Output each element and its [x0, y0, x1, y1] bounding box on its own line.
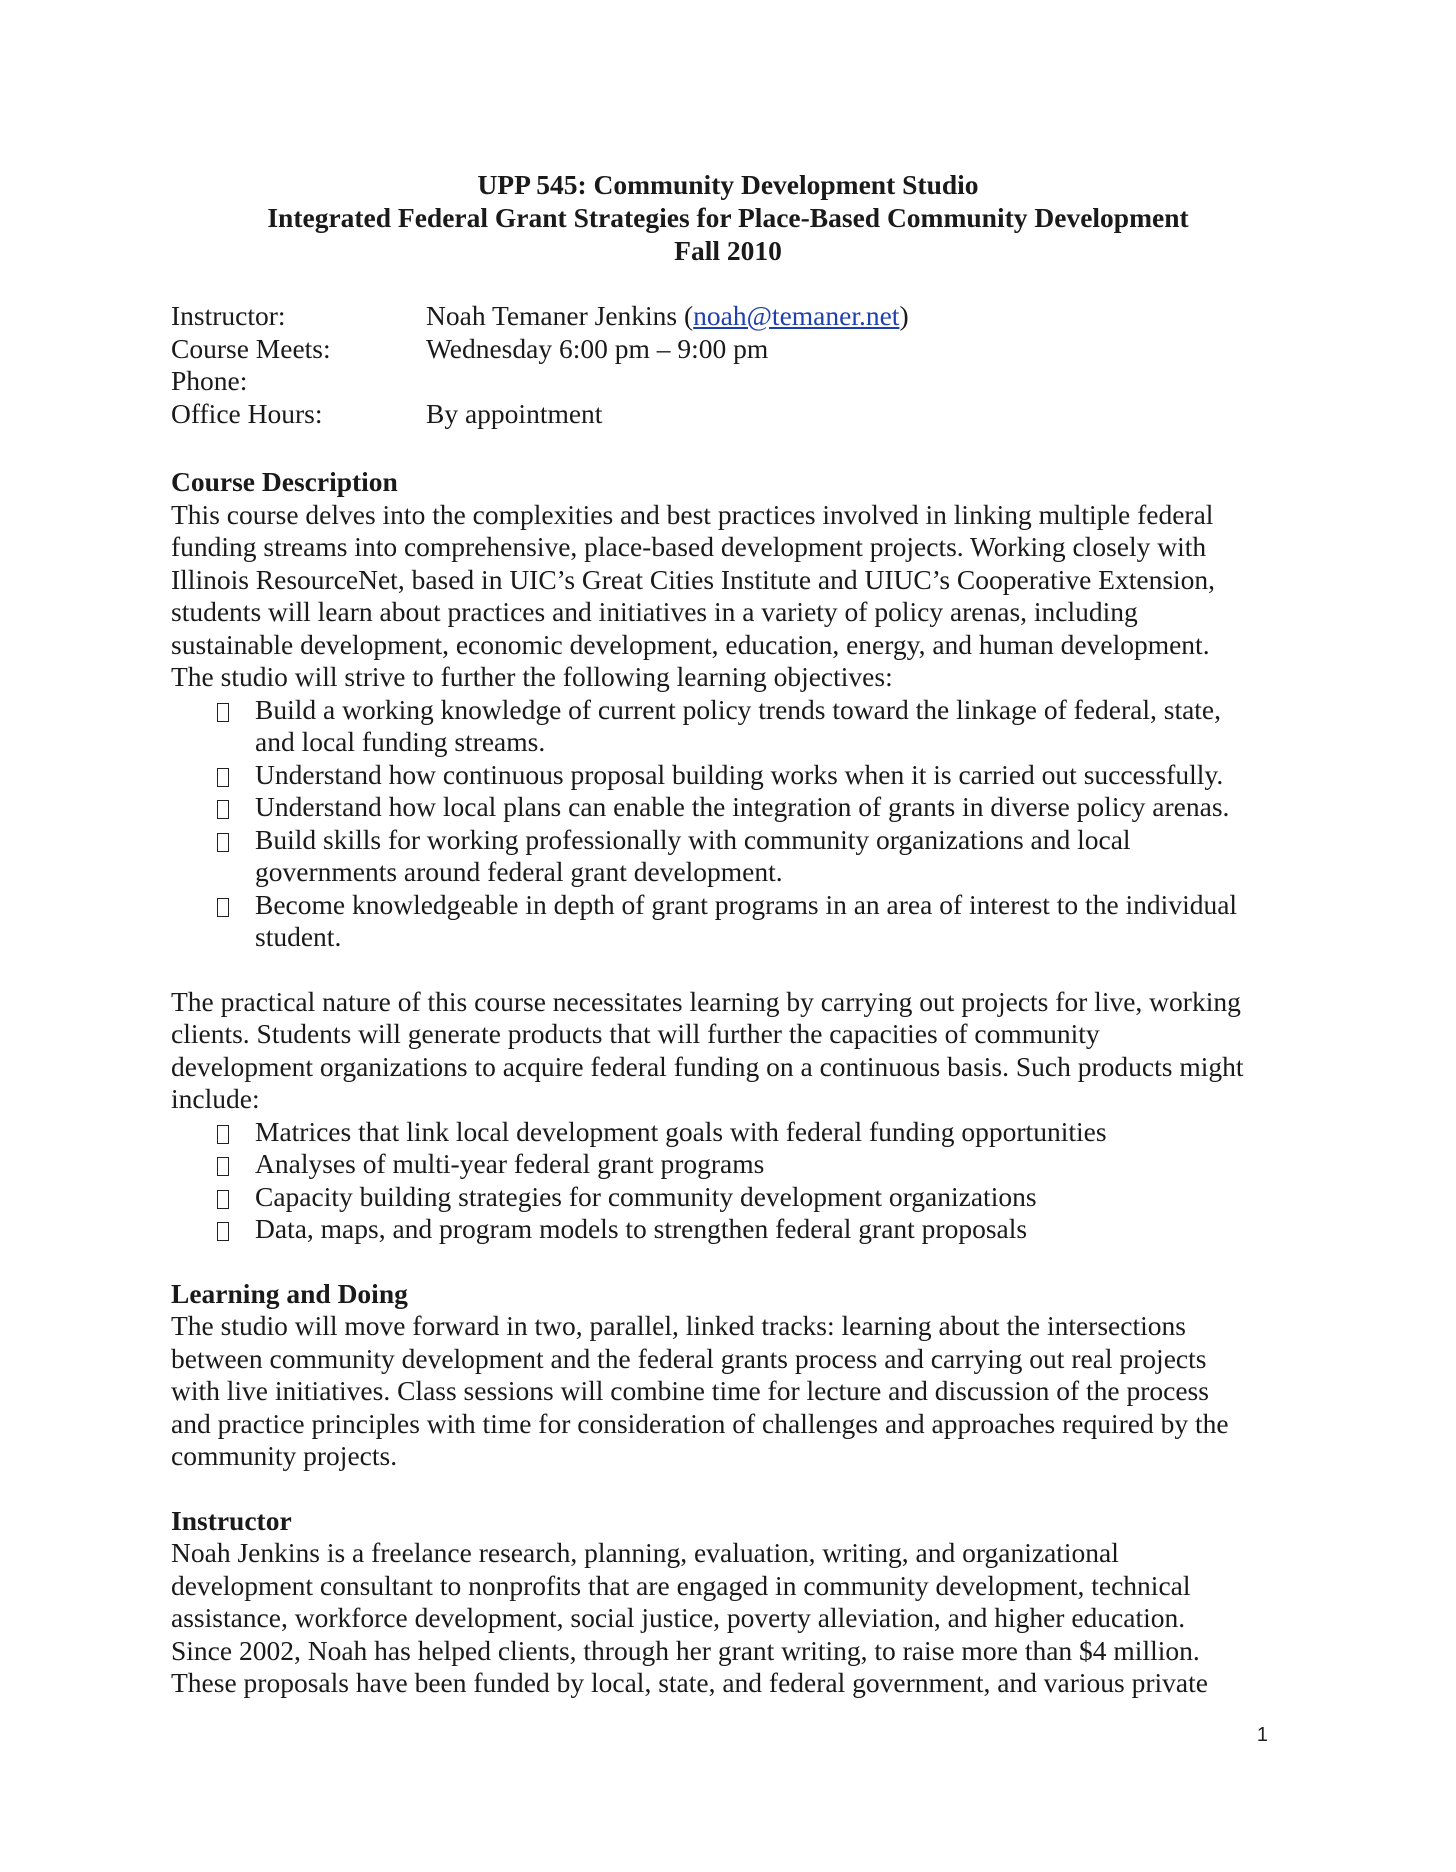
- info-row-phone: [171, 365, 909, 398]
- section-heading-course-description: Course Description: [171, 466, 398, 497]
- list-item: [171, 759, 1311, 792]
- list-item: [171, 791, 1311, 824]
- text-line: with live initiatives. Class sessions will combine time for lecture and discussion of the process: [171, 1375, 1209, 1406]
- info-row-office-hours: [171, 398, 909, 431]
- learning-and-doing-paragraph: [171, 1310, 1311, 1473]
- bullet-box-icon: [217, 898, 229, 917]
- instructor-name: Noah Temaner Jenkins (: [426, 300, 694, 331]
- spacer: [171, 1473, 1311, 1505]
- text-line: funding streams into comprehensive, place-based development projects. Working closely with: [171, 531, 1207, 562]
- text-line: Noah Jenkins is a freelance research, planning, evaluation, writing, and organizational: [171, 1537, 1119, 1568]
- bullet-box-icon: [217, 703, 229, 722]
- text-line: students will learn about practices and initiatives in a variety of policy arenas, including: [171, 596, 1138, 627]
- text-line: The studio will strive to further the following learning objectives:: [171, 661, 893, 692]
- text-line: These proposals have been funded by local, state, and federal government, and various private: [171, 1667, 1208, 1698]
- text-line: governments around federal grant development.: [255, 856, 783, 887]
- closing-paren: ): [899, 300, 909, 331]
- info-label: Instructor:: [171, 300, 286, 331]
- text-line: Build skills for working professionally with community organizations and local: [255, 823, 1131, 855]
- practical-nature-paragraph: [171, 986, 1311, 1116]
- bullet-box-icon: [217, 1190, 229, 1209]
- list-item: [171, 1148, 1311, 1181]
- course-description-paragraph: [171, 499, 1311, 694]
- learning-objectives-list: [171, 694, 1311, 954]
- course-subtitle: Integrated Federal Grant Strategies for Place-Based Community Development: [267, 202, 1189, 233]
- text-line: Become knowledgeable in depth of grant programs in an area of interest to the individual: [255, 888, 1238, 920]
- text-line: between community development and the federal grants process and carrying out real projects: [171, 1342, 1207, 1374]
- list-item: [171, 889, 1311, 954]
- text-line: community projects.: [171, 1440, 398, 1471]
- instructor-paragraph: [171, 1537, 1311, 1700]
- text-line: and practice principles with time for consideration of challenges and approaches required by the: [171, 1407, 1229, 1439]
- list-item: [171, 694, 1311, 759]
- text-line: Analyses of multi-year federal grant programs: [255, 1148, 765, 1179]
- list-item: [171, 824, 1311, 889]
- text-line: Data, maps, and program models to strengthen federal grant proposals: [255, 1213, 1028, 1244]
- bullet-box-icon: [217, 800, 229, 819]
- list-item: [171, 1181, 1311, 1214]
- list-item: [171, 1116, 1311, 1149]
- text-line: clients. Students will generate products that will further the capacities of community: [171, 1018, 1100, 1049]
- text-line: development organizations to acquire federal funding on a continuous basis. Such products might: [171, 1050, 1244, 1082]
- text-line: Capacity building strategies for community development organizations: [255, 1180, 1037, 1212]
- info-row-instructor: [171, 300, 909, 333]
- bullet-box-icon: [217, 768, 229, 787]
- bullet-box-icon: [217, 833, 229, 852]
- products-list: [171, 1116, 1311, 1246]
- info-row-course-meets: [171, 333, 909, 366]
- text-line: student.: [255, 921, 342, 952]
- text-line: Build a working knowledge of current policy trends toward the linkage of federal, state,: [255, 693, 1222, 725]
- text-line: Matrices that link local development goals with federal funding opportunities: [255, 1115, 1107, 1147]
- info-label: Phone:: [171, 365, 248, 396]
- text-line: Illinois ResourceNet, based in UIC’s Great Cities Institute and UIUC’s Cooperative Extension,: [171, 563, 1216, 595]
- text-line: Since 2002, Noah has helped clients, through her grant writing, to raise more than $4 million.: [171, 1634, 1200, 1666]
- document-body: [171, 466, 1311, 1700]
- instructor-email-link[interactable]: noah@temaner.net: [693, 300, 900, 331]
- info-label: Office Hours:: [171, 397, 323, 429]
- text-line: Understand how continuous proposal building works when it is carried out successfully.: [255, 758, 1224, 790]
- text-line: This course delves into the complexities and best practices involved in linking multiple federal: [171, 498, 1214, 530]
- info-value: [426, 300, 909, 333]
- text-line: sustainable development, economic development, education, energy, and human development.: [171, 628, 1210, 660]
- spacer: [171, 954, 1311, 986]
- course-title: UPP 545: Community Development Studio: [477, 169, 979, 200]
- info-label: Course Meets:: [171, 332, 331, 364]
- text-line: include:: [171, 1083, 260, 1114]
- course-info-table: [171, 300, 909, 430]
- bullet-box-icon: [217, 1157, 229, 1176]
- info-value: Wednesday 6:00 pm – 9:00 pm: [426, 332, 769, 364]
- bullet-box-icon: [217, 1125, 229, 1144]
- info-value: By appointment: [426, 397, 603, 429]
- text-line: development consultant to nonprofits that are engaged in community development, technical: [171, 1569, 1191, 1601]
- text-line: Understand how local plans can enable the integration of grants in diverse policy arenas.: [255, 791, 1230, 822]
- page-number: 1: [1256, 1724, 1268, 1746]
- text-line: The studio will move forward in two, parallel, linked tracks: learning about the intersections: [171, 1310, 1186, 1341]
- text-line: and local funding streams.: [255, 726, 546, 757]
- list-item: [171, 1213, 1311, 1246]
- text-line: The practical nature of this course necessitates learning by carrying out projects for live, working: [171, 985, 1241, 1017]
- bullet-box-icon: [217, 1222, 229, 1241]
- document-title-block: [0, 168, 1456, 267]
- text-line: assistance, workforce development, social justice, poverty alleviation, and higher education.: [171, 1602, 1186, 1633]
- course-term: Fall 2010: [674, 235, 782, 266]
- spacer: [171, 1246, 1311, 1278]
- section-heading-instructor: Instructor: [171, 1504, 292, 1536]
- section-heading-learning-and-doing: Learning and Doing: [171, 1277, 408, 1309]
